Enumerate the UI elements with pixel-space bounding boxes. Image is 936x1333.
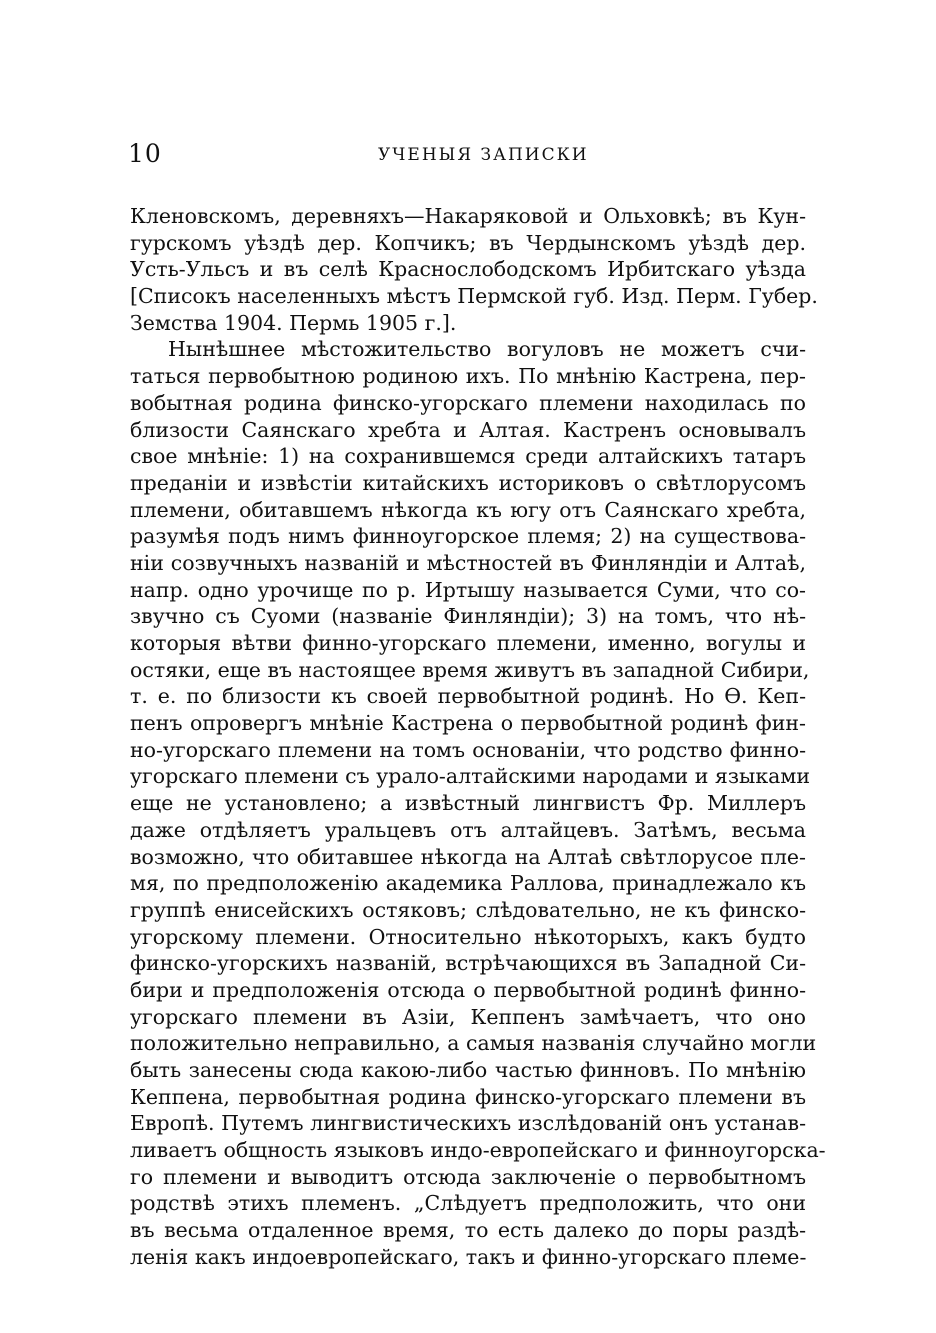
text-line: угорскому племени. Относительно нѣкоторыхъ, какъ будто [130, 924, 806, 949]
text-line: близости Саянскаго хребта и Алтая. Кастренъ основывалъ [130, 417, 806, 442]
text-line: положительно неправильно, а самыя названія случайно могли [130, 1031, 817, 1056]
text-line: вобытная родина финско-угорскаго племени находилась по [130, 390, 806, 415]
text-line: Кеппена, первобытная родина финско-угорскаго племени въ [130, 1084, 806, 1109]
text-line: Земства 1904. Пермь 1905 г.]. [130, 310, 457, 335]
text-line: ніи созвучныхъ названій и мѣстностей въ Финляндіи и Алтаѣ, [130, 550, 806, 575]
text-line: быть занесены сюда какою-либо частью финновъ. По мнѣнію [130, 1058, 806, 1082]
body-text [130, 203, 826, 1271]
text-line: напр. одно урочище по р. Иртышу называется Суми, что со- [130, 577, 806, 602]
text-line: преданіи и извѣстіи китайскихъ историковъ о свѣтлорусомъ [130, 470, 806, 495]
text-line: угорскаго племени съ урало-алтайскими народами и языками [130, 764, 810, 789]
text-line: бири и предположенія отсюда о первобытной родинѣ финно- [130, 977, 806, 1002]
text-line: угорскаго племени въ Азіи, Кеппенъ замѣчаетъ, что оно [130, 1004, 806, 1029]
page-header [128, 139, 808, 171]
text-line: таться первобытною родиною ихъ. По мнѣнію Кастрена, пер- [130, 364, 806, 389]
text-line: даже отдѣляетъ уральцевъ отъ алтайцевъ. Затѣмъ, весьма [130, 817, 806, 842]
text-line: въ весьма отдаленное время, то есть далеко до поры раздѣ- [130, 1218, 806, 1243]
text-line: Нынѣшнее мѣстожительство вогуловъ не можетъ счи- [168, 337, 806, 362]
text-line: ленія какъ индоевропейскаго, такъ и финно-угорскаго племе- [130, 1244, 807, 1269]
text-line: звучно съ Суоми (названіе Финляндіи); 3) на томъ, что нѣ- [130, 604, 806, 629]
text-line: племени, обитавшемъ нѣкогда къ югу отъ Саянскаго хребта, [130, 497, 806, 522]
text-line: группѣ енисейскихъ остяковъ; слѣдовательно, не къ финско- [130, 897, 806, 922]
running-head: УЧЕНЫЯ ЗАПИСКИ [378, 145, 589, 165]
text-line: остяки, еще въ настоящее время живутъ въ западной Сибири, [130, 657, 810, 682]
text-line: гурскомъ уѣздѣ дер. Копчикъ; въ Чердынскомъ уѣздѣ дер. [130, 230, 806, 255]
text-line: пенъ опровергъ мнѣніе Кастрена о первобытной родинѣ фин- [130, 711, 806, 736]
text-line: ливаетъ общность языковъ индо-европейскаго и финноугорска- [130, 1138, 826, 1163]
text-line: свое мнѣніе: 1) на сохранившемся среди алтайскихъ татаръ [130, 444, 806, 469]
text-line: Кленовскомъ, деревняхъ—Накаряковой и Ольховкѣ; въ Кун- [130, 204, 806, 228]
text-line: разумѣя подъ нимъ финноугорское племя; 2) на существова- [130, 524, 806, 549]
text-line: родствѣ этихъ племенъ. „Слѣдуетъ предположить, что они [130, 1191, 806, 1216]
text-line: возможно, что обитавшее нѣкогда на Алтаѣ свѣтлорусое пле- [130, 844, 806, 869]
text-line: го племени и выводитъ отсюда заключеніе о первобытномъ [130, 1164, 806, 1189]
text-line: финско-угорскихъ названій, встрѣчающихся въ Западной Си- [130, 951, 806, 976]
text-line: Европѣ. Путемъ лингвистическихъ изслѣдованій онъ устанав- [130, 1111, 806, 1136]
text-line: мя, по предположенію академика Раллова, принадлежало къ [130, 871, 806, 896]
text-line: Усть-Ульсъ и въ селѣ Краснослободскомъ Ирбитскаго уѣзда [130, 257, 806, 282]
text-line: т. е. по близости къ своей первобытной родинѣ. Но Ѳ. Кеп- [130, 684, 806, 709]
text-line: [Списокъ населенныхъ мѣстъ Пермской губ. Изд. Перм. Губер. [130, 284, 818, 309]
text-line: которыя вѣтви финно-угорскаго племени, именно, вогулы и [130, 631, 806, 655]
text-line: еще не установлено; а извѣстный лингвистъ Фр. Миллеръ [130, 791, 806, 816]
page-number: 10 [128, 139, 162, 168]
text-line: но-угорскаго племени на томъ основаніи, что родство финно- [130, 737, 806, 762]
